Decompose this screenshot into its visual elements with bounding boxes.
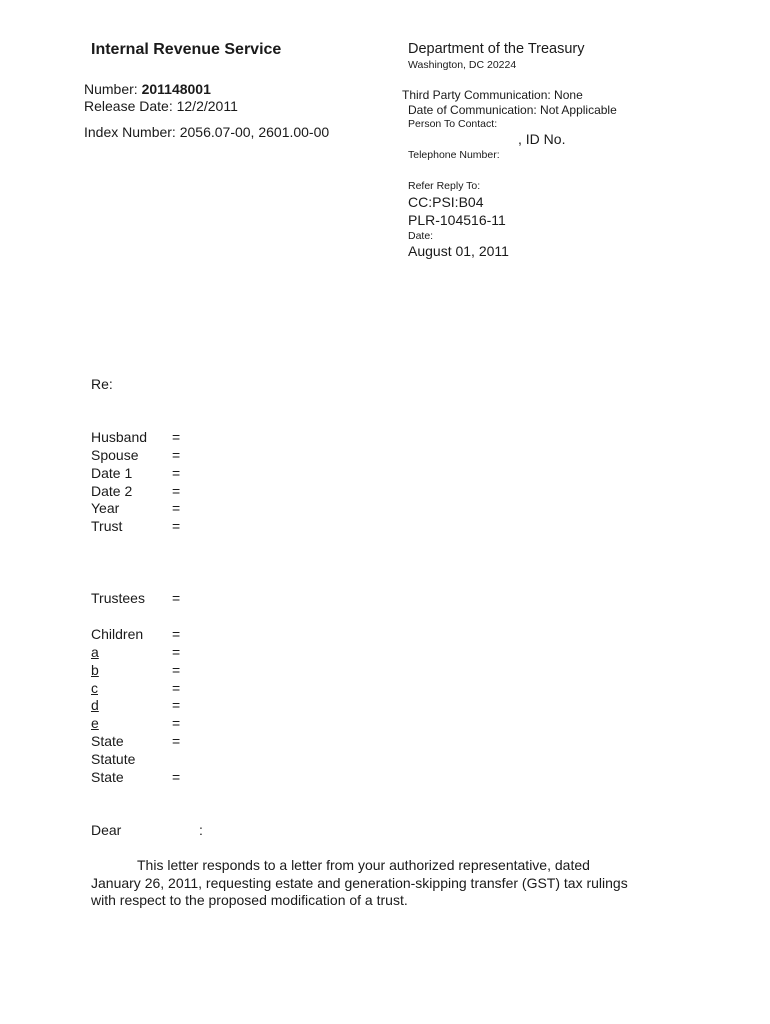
plr-number: PLR-104516-11 (408, 212, 506, 228)
definition-equals: = (172, 500, 181, 516)
definition-term: Children (91, 626, 144, 642)
department-address: Washington, DC 20224 (408, 59, 517, 71)
definition-term: Trustees (91, 590, 145, 606)
date-of-communication: Date of Communication: Not Applicable (408, 103, 617, 117)
salutation: Dear (91, 822, 122, 838)
telephone-label: Telephone Number: (408, 149, 500, 161)
definition-equals: = (172, 662, 181, 678)
definition-term: Husband (91, 429, 148, 445)
body-paragraph (91, 857, 691, 910)
person-to-contact-label: Person To Contact: (408, 118, 498, 130)
body-line: with respect to the proposed modification of a trust. (91, 892, 408, 908)
definition-term: Date 1 (91, 465, 133, 481)
number-label: Number: (84, 81, 138, 97)
definition-equals: = (172, 680, 181, 696)
definition-term: b (91, 662, 99, 678)
definition-equals: = (172, 465, 181, 481)
definition-equals: = (172, 429, 181, 445)
definition-equals: = (172, 715, 181, 731)
third-party-communication: Third Party Communication: None (402, 88, 583, 102)
reference-code: CC:PSI:B04 (408, 194, 484, 210)
letter-date: August 01, 2011 (408, 243, 509, 259)
definition-equals: = (172, 644, 181, 660)
definition-equals: = (172, 626, 181, 642)
definition-term: Year (91, 500, 120, 516)
id-number-label: , ID No. (518, 131, 566, 147)
salutation-colon: : (199, 822, 203, 838)
definition-term: c (91, 680, 98, 696)
definition-term: State (91, 733, 124, 749)
definition-equals: = (172, 483, 181, 499)
refer-reply-label: Refer Reply To: (408, 180, 481, 192)
definition-equals: = (172, 733, 181, 749)
re-label: Re: (91, 376, 113, 392)
date-label: Date: (408, 230, 434, 242)
definition-equals: = (172, 590, 181, 606)
release-date: Release Date: 12/2/2011 (84, 98, 238, 114)
definition-term: Spouse (91, 447, 139, 463)
definition-term: d (91, 697, 99, 713)
body-line: This letter responds to a letter from your authorized representative, dated (137, 857, 590, 873)
definition-term: State (91, 769, 124, 785)
index-number: Index Number: 2056.07-00, 2601.00-00 (84, 124, 330, 140)
number-value: 201148001 (141, 81, 211, 97)
ruling-number (84, 81, 211, 97)
definition-equals: = (172, 769, 181, 785)
definition-term: Statute (91, 751, 136, 767)
definition-term: e (91, 715, 99, 731)
agency-name: Internal Revenue Service (91, 41, 282, 58)
definition-term: Trust (91, 518, 123, 534)
body-line: January 26, 2011, requesting estate and generation-skipping transfer (GST) tax rulings (91, 874, 628, 891)
department-title: Department of the Treasury (408, 41, 585, 57)
definition-equals: = (172, 518, 181, 534)
definition-equals: = (172, 447, 181, 463)
definition-term: Date 2 (91, 483, 133, 499)
definition-term: a (91, 644, 99, 660)
definition-equals: = (172, 697, 181, 713)
